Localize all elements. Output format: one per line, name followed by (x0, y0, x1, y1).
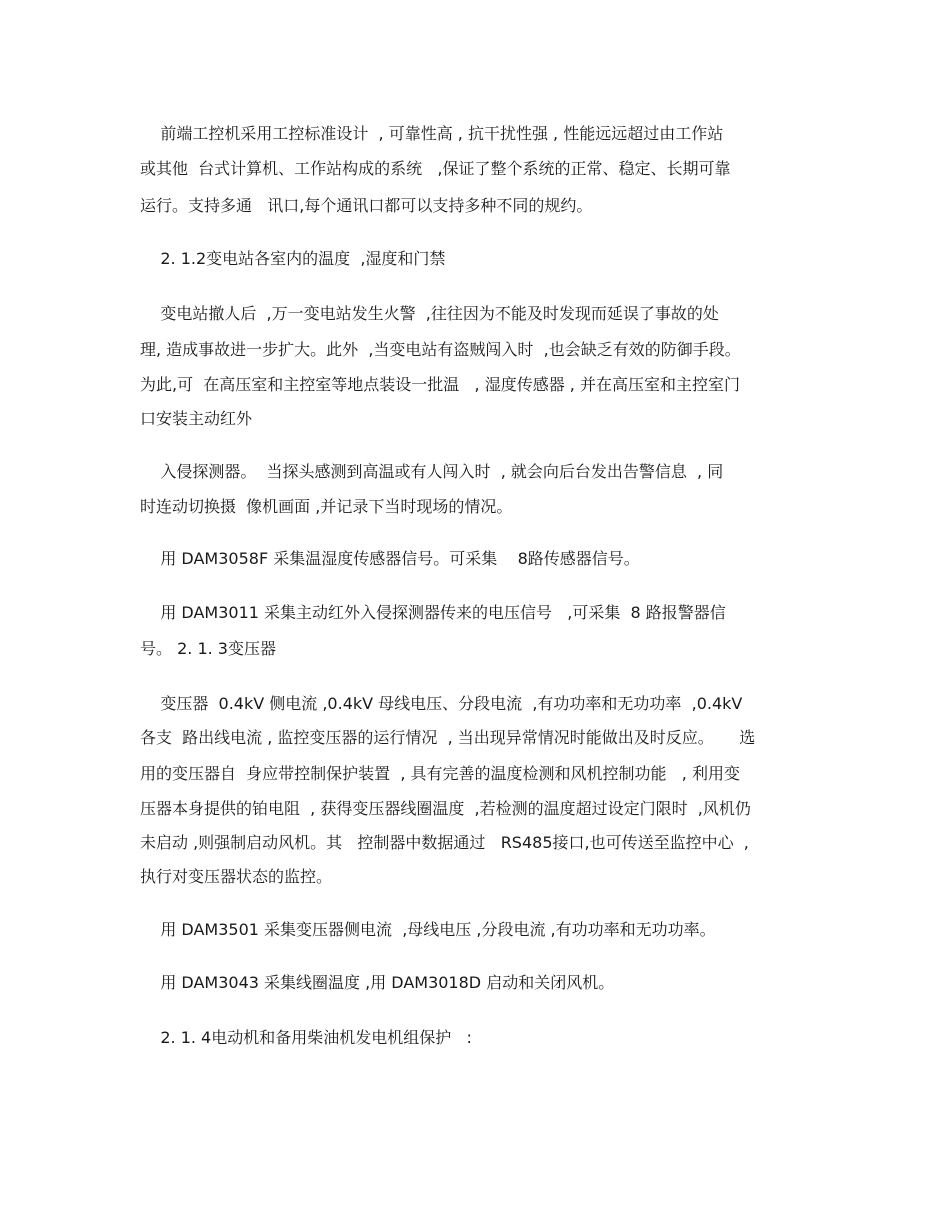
paragraph-line: 变压器 0.4kV 侧电流 ,0.4kV 母线电压、分段电流 ,有功功率和无功功率 ,0.4kV (140, 694, 743, 713)
paragraph-line: 号。 2. 1. 3变压器 (140, 639, 276, 658)
paragraph-line: 入侵探测器。 当探头感测到高温或有人闯入时 , 就会向后台发出告警信息 , 同 (140, 462, 724, 481)
paragraph-line: 执行对变压器状态的监控。 (140, 867, 333, 886)
section-heading: 2. 1. 4电动机和备用柴油机发电机组保护 : (140, 1028, 472, 1047)
paragraph-line: 为此,可 在高压室和主控室等地点装设一批温 , 湿度传感器 , 并在高压室和主控室门 (140, 375, 740, 394)
section-heading: 2. 1.2变电站各室内的温度 ,湿度和门禁 (140, 249, 446, 268)
paragraph-line: 压器本身提供的铂电阻 , 获得变压器线圈温度 ,若检测的温度超过设定门限时 ,风机仍 (140, 799, 751, 818)
paragraph-line: 用 DAM3011 采集主动红外入侵探测器传来的电压信号 ,可采集 8 路报警器信 (140, 603, 726, 622)
paragraph-line: 或其他 台式计算机、工作站构成的系统 ,保证了整个系统的正常、稳定、长期可靠 (140, 159, 731, 178)
paragraph-line: 用 DAM3058F 采集温湿度传感器信号。可采集 8路传感器信号。 (140, 549, 640, 568)
paragraph-line: 运行。支持多通 讯口,每个通讯口都可以支持多种不同的规约。 (140, 196, 593, 215)
paragraph-line: 口安装主动红外 (140, 409, 253, 428)
paragraph-line: 用的变压器自 身应带控制保护装置 , 具有完善的温度检测和风机控制功能 , 利用变 (140, 764, 740, 783)
paragraph-line: 各支 路出线电流 , 监控变压器的运行情况 , 当出现异常情况时能做出及时反应。 选 (140, 728, 756, 747)
paragraph-line: 用 DAM3043 采集线圈温度 ,用 DAM3018D 启动和关闭风机。 (140, 973, 615, 992)
paragraph-line: 前端工控机采用工控标准设计 , 可靠性高 , 抗干扰性强 , 性能远远超过由工作站 (140, 124, 724, 143)
paragraph-line: 未启动 ,则强制启动风机。其 控制器中数据通过 RS485接口,也可传送至监控中心 , (140, 833, 749, 852)
paragraph-line: 用 DAM3501 采集变压器侧电流 ,母线电压 ,分段电流 ,有功功率和无功功率。 (140, 920, 716, 939)
paragraph-line: 时连动切换摄 像机画面 ,并记录下当时现场的情况。 (140, 497, 513, 516)
paragraph-line: 变电站撤人后 ,万一变电站发生火警 ,往往因为不能及时发现而延误了事故的处 (140, 304, 719, 323)
paragraph-line: 理, 造成事故进一步扩大。此外 ,当变电站有盗贼闯入时 ,也会缺乏有效的防御手段。 (140, 340, 741, 359)
